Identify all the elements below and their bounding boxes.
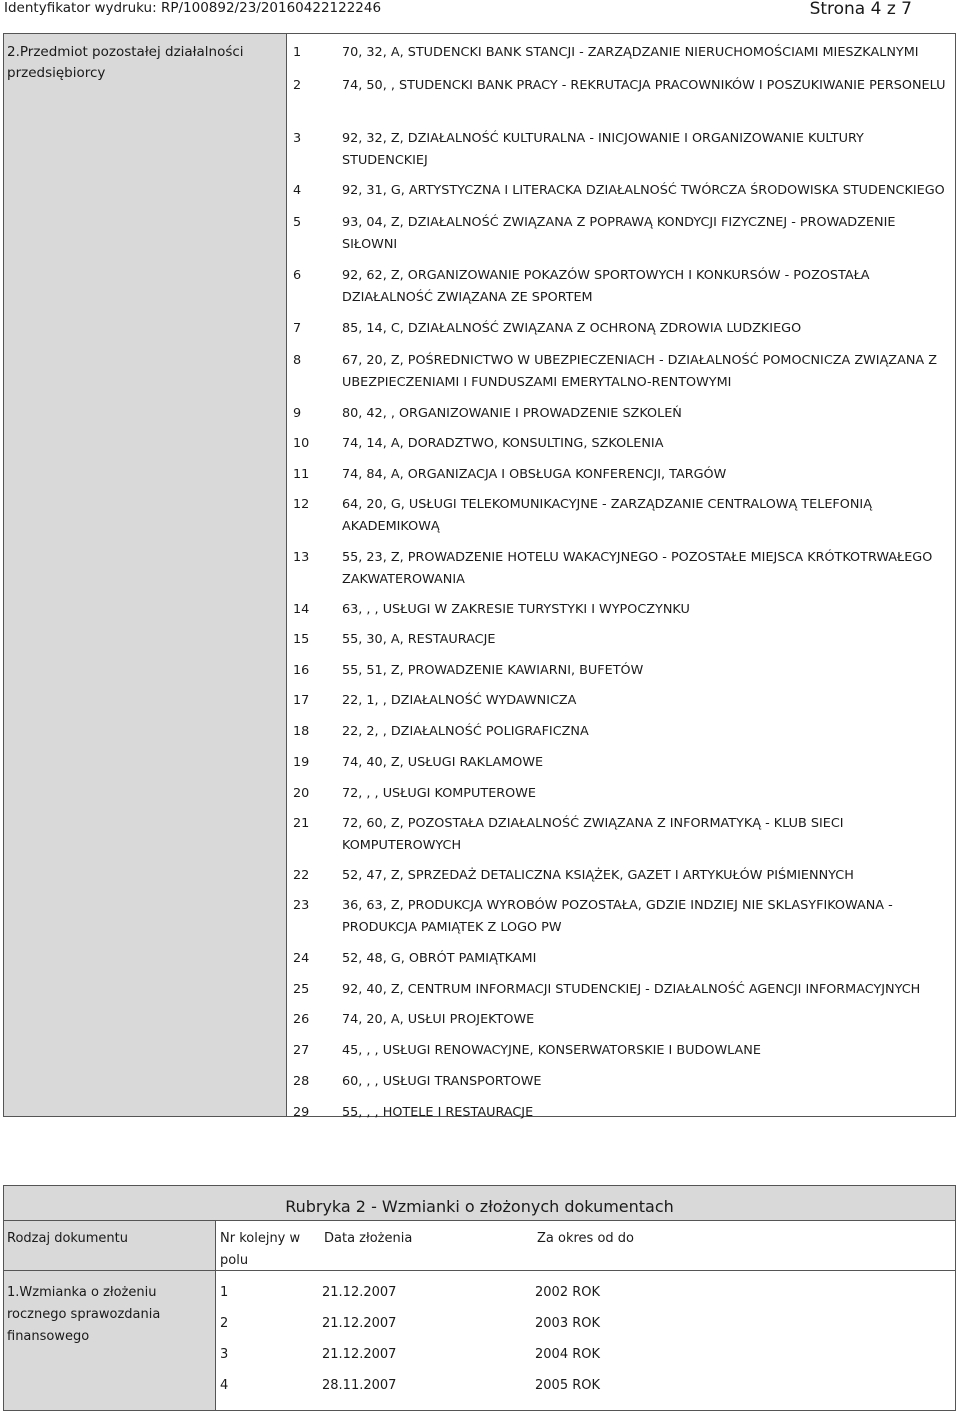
activity-list bbox=[286, 34, 955, 1120]
row-text: 74, 84, A, ORGANIZACJA I OBSŁUGA KONFERENCJI, TARGÓW bbox=[342, 467, 727, 482]
row-number: 22 bbox=[293, 868, 310, 883]
divider bbox=[4, 1220, 955, 1221]
row-text: 92, 31, G, ARTYSTYCZNA I LITERACKA DZIAŁALNOŚĆ TWÓRCZA ŚRODOWISKA STUDENCKIEGO bbox=[342, 183, 945, 198]
entry-date: 21.12.2007 bbox=[322, 1285, 397, 1300]
row-number: 2 bbox=[293, 78, 302, 93]
row-number: 5 bbox=[293, 215, 302, 230]
entry-period: 2004 ROK bbox=[535, 1347, 601, 1362]
document-type: 1.Wzmianka o złożeniu rocznego sprawozdania finansowego bbox=[7, 1285, 161, 1344]
entry-date: 28.11.2007 bbox=[322, 1378, 397, 1393]
row-text: 22, 2, , DZIAŁALNOŚĆ POLIGRAFICZNA bbox=[342, 724, 589, 739]
entry-period: 2003 ROK bbox=[535, 1316, 601, 1331]
row-text: 80, 42, , ORGANIZOWANIE I PROWADZENIE SZKOLEŃ bbox=[342, 406, 682, 421]
row-text: 64, 20, G, USŁUGI TELEKOMUNIKACYJNE - ZARZĄDZANIE CENTRALOWĄ TELEFONIĄ AKADEMIKOWĄ bbox=[342, 497, 872, 534]
row-number: 6 bbox=[293, 268, 302, 283]
row-text: 85, 14, C, DZIAŁALNOŚĆ ZWIĄZANA Z OCHRONĄ ZDROWIA LUDZKIEGO bbox=[342, 321, 802, 336]
col-header-nr: Nr kolejny w polu bbox=[220, 1231, 301, 1268]
entry-period: 2005 ROK bbox=[535, 1378, 601, 1393]
row-number: 10 bbox=[293, 436, 310, 451]
row-number: 11 bbox=[293, 467, 310, 482]
page-number: Strona 4 z 7 bbox=[809, 0, 912, 19]
row-number: 7 bbox=[293, 321, 302, 336]
row-number: 28 bbox=[293, 1074, 310, 1089]
row-text: 74, 20, A, USŁUI PROJEKTOWE bbox=[342, 1012, 535, 1027]
row-number: 24 bbox=[293, 951, 310, 966]
row-number: 20 bbox=[293, 786, 310, 801]
row-number: 4 bbox=[293, 183, 302, 198]
row-text: 63, , , USŁUGI W ZAKRESIE TURYSTYKI I WYPOCZYNKU bbox=[342, 602, 690, 617]
row-text: 45, , , USŁUGI RENOWACYJNE, KONSERWATORSKIE I BUDOWLANE bbox=[342, 1043, 761, 1058]
row-number: 23 bbox=[293, 898, 310, 913]
row-number: 14 bbox=[293, 602, 310, 617]
row-number: 17 bbox=[293, 693, 310, 708]
row-number: 13 bbox=[293, 550, 310, 565]
entry-number: 1 bbox=[220, 1285, 229, 1300]
row-text: 74, 14, A, DORADZTWO, KONSULTING, SZKOLENIA bbox=[342, 436, 664, 451]
row-number: 8 bbox=[293, 353, 302, 368]
row-text: 55, 23, Z, PROWADZENIE HOTELU WAKACYJNEGO - POZOSTAŁE MIEJSCA KRÓTKOTRWAŁEGO ZAKWATEROWANIA bbox=[342, 550, 933, 587]
row-number: 25 bbox=[293, 982, 310, 997]
entry-date: 21.12.2007 bbox=[322, 1316, 397, 1331]
row-text: 74, 40, Z, USŁUGI RAKLAMOWE bbox=[342, 755, 544, 770]
row-text: 55, 30, A, RESTAURACJE bbox=[342, 632, 496, 647]
row-text: 92, 62, Z, ORGANIZOWANIE POKAZÓW SPORTOWYCH I KONKURSÓW - POZOSTAŁA DZIAŁALNOŚĆ ZWIĄZANA ZE SPORTEM bbox=[342, 268, 870, 305]
row-text: 52, 47, Z, SPRZEDAŻ DETALICZNA KSIĄŻEK, GAZET I ARTYKUŁÓW PIŚMIENNYCH bbox=[342, 868, 854, 883]
row-number: 26 bbox=[293, 1012, 310, 1027]
col-header-date: Data złożenia bbox=[324, 1231, 413, 1246]
row-number: 1 bbox=[293, 45, 302, 60]
row-text: 22, 1, , DZIAŁALNOŚĆ WYDAWNICZA bbox=[342, 693, 577, 708]
documents-table bbox=[3, 1185, 956, 1411]
row-text: 67, 20, Z, POŚREDNICTWO W UBEZPIECZENIACH - DZIAŁALNOŚĆ POMOCNICZA ZWIĄZANA Z UBEZPIECZENIAMI I FUNDUSZAMI EMERYTALNO-RENTOWYMI bbox=[342, 353, 937, 390]
row-text: 92, 32, Z, DZIAŁALNOŚĆ KULTURALNA - INICJOWANIE I ORGANIZOWANIE KULTURY STUDENCKIEJ bbox=[342, 131, 864, 168]
activity-table bbox=[3, 33, 956, 1120]
divider bbox=[4, 1270, 955, 1271]
row-text: 55, , , HOTELE I RESTAURACJE bbox=[342, 1105, 534, 1120]
row-text: 93, 04, Z, DZIAŁALNOŚĆ ZWIĄZANA Z POPRAWĄ KONDYCJI FIZYCZNEJ - PROWADZENIE SIŁOWNI bbox=[342, 215, 896, 252]
entry-number: 2 bbox=[220, 1316, 229, 1331]
row-text: 55, 51, Z, PROWADZENIE KAWIARNI, BUFETÓW bbox=[342, 663, 644, 678]
row-text: 72, 60, Z, POZOSTAŁA DZIAŁALNOŚĆ ZWIĄZANA Z INFORMATYKĄ - KLUB SIECI KOMPUTEROWYCH bbox=[342, 816, 844, 853]
row-number: 19 bbox=[293, 755, 310, 770]
row-number: 21 bbox=[293, 816, 310, 831]
entry-period: 2002 ROK bbox=[535, 1285, 601, 1300]
row-text: 70, 32, A, STUDENCKI BANK STANCJI - ZARZĄDZANIE NIERUCHOMOŚCIAMI MIESZKALNYMI bbox=[342, 45, 919, 60]
col-header-period: Za okres od do bbox=[537, 1231, 634, 1246]
entry-number: 4 bbox=[220, 1378, 229, 1393]
row-number: 16 bbox=[293, 663, 310, 678]
row-number: 15 bbox=[293, 632, 310, 647]
section-label: 2.Przedmiot pozostałej działalności przedsiębiorcy bbox=[7, 44, 244, 81]
row-number: 3 bbox=[293, 131, 302, 146]
entry-date: 21.12.2007 bbox=[322, 1347, 397, 1362]
row-text: 36, 63, Z, PRODUKCJA WYROBÓW POZOSTAŁA, GDZIE INDZIEJ NIE SKLASYFIKOWANA - PRODUKCJA PAMIĄTEK Z LOGO PW bbox=[342, 898, 893, 935]
entry-number: 3 bbox=[220, 1347, 229, 1362]
row-number: 12 bbox=[293, 497, 310, 512]
row-number: 29 bbox=[293, 1105, 310, 1120]
divider bbox=[215, 1220, 216, 1410]
row-text: 60, , , USŁUGI TRANSPORTOWE bbox=[342, 1074, 542, 1089]
row-number: 9 bbox=[293, 406, 302, 421]
row-text: 52, 48, G, OBRÓT PAMIĄTKAMI bbox=[342, 951, 537, 966]
section-title: Rubryka 2 - Wzmianki o złożonych dokumentach bbox=[285, 1197, 674, 1216]
row-text: 92, 40, Z, CENTRUM INFORMACJI STUDENCKIEJ - DZIAŁALNOŚĆ AGENCJI INFORMACYJNYCH bbox=[342, 982, 921, 997]
row-text: 74, 50, , STUDENCKI BANK PRACY - REKRUTACJA PRACOWNIKÓW I POSZUKIWANIE PERSONELU bbox=[342, 78, 946, 93]
row-text: 72, , , USŁUGI KOMPUTEROWE bbox=[342, 786, 536, 801]
row-number: 18 bbox=[293, 724, 310, 739]
row-number: 27 bbox=[293, 1043, 310, 1058]
print-identifier: Identyfikator wydruku: RP/100892/23/20160422122246 bbox=[4, 0, 382, 16]
col-header-doc-type: Rodzaj dokumentu bbox=[7, 1231, 128, 1246]
